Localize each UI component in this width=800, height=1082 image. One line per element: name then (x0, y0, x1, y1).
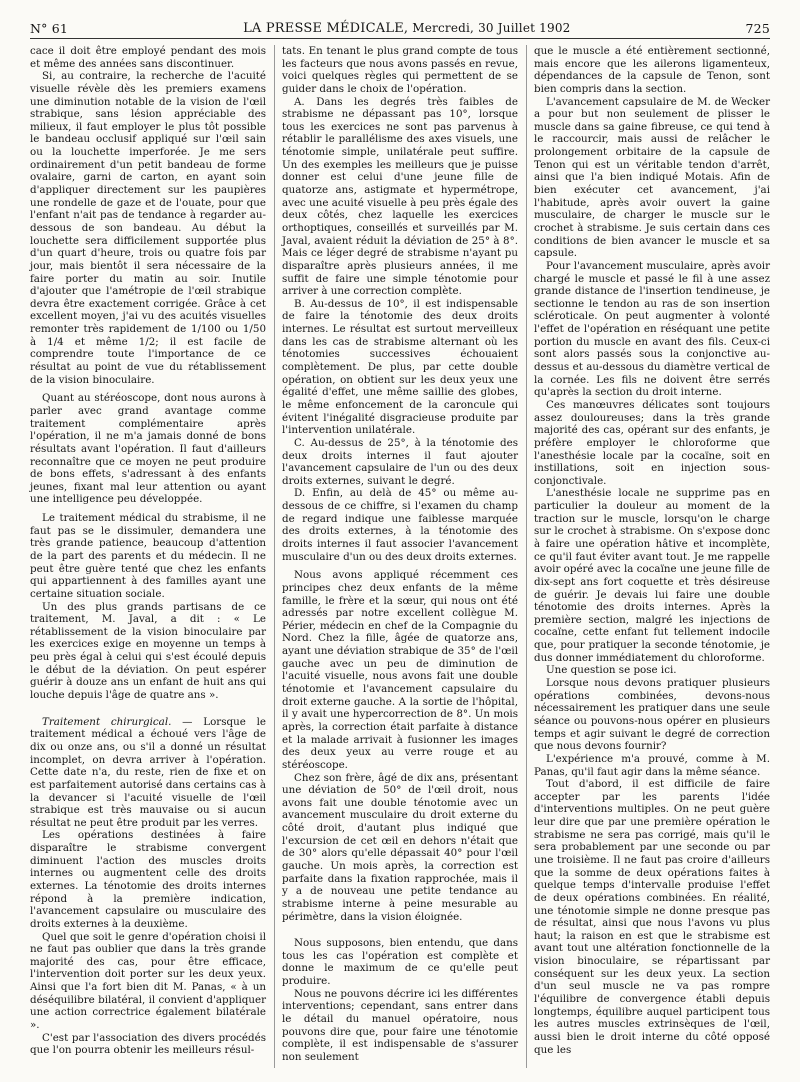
paragraph: cace il doit être employé pendant des mois et même des années sans discontinuer. (30, 45, 266, 70)
journal-title: LA PRESSE MÉDICALE, (243, 21, 409, 36)
issue-date: Mercredi, 30 Juillet 1902 (408, 21, 571, 35)
paragraph: A. Dans les degrés très faibles de strabisme ne dépassant pas 10°, lorsque tous les exercices ne sont pas parvenus à rétablir le parallélisme des axes visuels, une ténotomie simple, unilatérale peut suffire. Un des exemples les meilleurs que je puisse donner est celui d'une jeune fille de quatorze ans, astigmate et hypermétrope, avec une acuité visuelle à peu près égale des deux côtés, chez laquelle les exercices orthoptiques, conseillés et surveillés par M. Javal, avaient réduit la déviation de 25° à 8°. Mais ce léger degré de strabisme n'ayant pu disparaître après plusieurs années, il me suffit de faire une simple ténotomie pour arriver à une correction complète. (282, 95, 518, 298)
paragraph: C. Au-dessus de 25°, à la ténotomie des deux droits internes il faut ajouter l'avancement capsulaire de l'un ou des deux droits externes, suivant le degré. (282, 436, 518, 487)
paragraph: Pour l'avancement musculaire, après avoir chargé le muscle et passé le fil à une assez grande distance de l'insertion tendineuse, je sectionne le tendon au ras de son insertion scléroticale. On peut augmenter à volonté l'effet de l'opération en réséquant une petite portion du muscle en avant des fils. Ceux-ci sont alors passés sous la conjonctive au-dessus et au-dessous du diamètre vertical de la cornée. Les fils ne doivent être serrés qu'après la section du droit interne. (534, 259, 770, 399)
paragraph: que le muscle a été entièrement sectionné, mais encore que les ailerons ligamenteux, dépendances de la capsule de Tenon, sont bien compris dans la section. (534, 45, 770, 95)
text-column-2 (282, 45, 518, 1064)
paragraph: tats. En tenant le plus grand compte de tous les facteurs que nous avons passés en revue, voici quelques règles qui permettent de se guider dans le choix de l'opération. (282, 45, 518, 95)
column-divider (526, 45, 527, 1068)
paragraph: Nous avons appliqué récemment ces principes chez deux enfants de la même famille, le frère et la sœur, qui nous ont été adressés par notre excellent collègue M. Périer, médecin en chef de la Compagnie du Nord. Chez la fille, âgée de quatorze ans, ayant une déviation strabique de 35° de l'œil gauche avec un peu de diminution de l'acuité visuelle, nous avons fait une double ténotomie et l'avancement capsulaire du droit externe gauche. A la sortie de l'hôpital, il y avait une hypercorrection de 8°. Un mois après, la correction était parfaite à distance et la malade arrivait à fusionner les images des deux yeux au verre rouge et au stéréoscope. (282, 569, 518, 771)
paragraph: Les opérations destinées à faire disparaître le strabisme convergent diminuent l'action des muscles droits internes ou augmentent celle des droits externes. La ténotomie des droits internes répond à la première indication, l'avancement capsulaire ou musculaire des droits externes à la deuxième. (30, 829, 266, 930)
issue-number: N° 61 (30, 21, 69, 36)
paragraph: L'anesthésie locale ne supprime pas en particulier la douleur au moment de la traction sur le muscle, lorsqu'on le charge sur le crochet à strabisme. On s'expose donc à faire une opération hâtive et incomplète, ce qu'il faut éviter avant tout. Je me rappelle avoir opéré avec la cocaïne une jeune fille de dix-sept ans fort coquette et très désireuse de guérir. Je devais lui faire une double ténotomie des droits internes. Après la première section, malgré les injections de cocaïne, cette enfant fut tellement indocile que, pour pratiquer la seconde ténotomie, je dus donner immédiatement du chloroforme. (534, 487, 770, 664)
paragraph: Quel que soit le genre d'opération choisi il ne faut pas oublier que dans la très grande majorité des cas, pour être efficace, l'intervention doit porter sur les deux yeux. Ainsi que l'a fort bien dit M. Panas, « à un déséquilibre bilatéral, il convient d'appliquer une action correctrice également bilatérale ». (30, 930, 266, 1032)
paragraph: Ces manœuvres délicates sont toujours assez douloureuses; dans la très grande majorité des cas, opérant sur des enfants, je préfère employer le chloroforme que l'anesthésie locale par la cocaïne, soit en instillations, soit en injection sous-conjonctivale. (534, 398, 770, 487)
section-text: — Lorsque le traitement médical a échoué vers l'âge de dix ou onze ans, ou s'il a donné un résultat incomplet, on devra arriver à l'opération. Cette date n'a, du reste, rien de fixe et on est parfaitement autorisé dans certains cas à la devancer si l'acuité visuelle de l'œil strabique est très mauvaise ou si aucun résultat ne peut être produit par les verres. (30, 715, 266, 829)
paragraph: Lorsque nous devons pratiquer plusieurs opérations combinées, devons-nous nécessairement les pratiquer dans une seule séance ou pouvons-nous opérer en plusieurs temps et agir suivant le degré de correction que nous devons fournir? (534, 677, 770, 753)
page-number: 725 (745, 21, 770, 36)
column-divider (274, 45, 275, 1068)
paragraph: Un des plus grands partisans de ce traitement, M. Javal, a dit : « Le rétablissement de la vision binoculaire par les exercices exige en moyenne un temps à peu près égal à celui qui s'est écoulé depuis le début de la déviation. On peut espérer guérir à douze ans un enfant de huit ans qui louche depuis l'âge de quatre ans ». (30, 600, 266, 702)
paragraph: C'est par l'association des divers procédés que l'on pourra obtenir les meilleurs résul- (30, 1031, 266, 1057)
paragraph: Tout d'abord, il est difficile de faire accepter par les parents l'idée d'interventions multiples. On ne peut guère leur dire que par une première opération le strabisme ne sera pas corrigé, mais qu'il le sera probablement par une seconde ou par une troisième. Il ne faut pas croire d'ailleurs que la somme de deux opérations faites à quelque temps d'intervalle produise l'effet de deux opérations combinées. En réalité, une ténotomie simple ne donne presque pas de résultat, ainsi que nous l'avons vu plus haut; la raison en est que le strabisme est avant tout une altération fonctionnelle de la vision binoculaire, se répartissant par conséquent sur les deux yeux. La section d'un seul muscle ne va pas rompre l'équilibre de convergence établi depuis longtemps, équilibre auquel participent tous les autres muscles extrinsèques de l'œil, aussi bien le droit interne du côté opposé que les (534, 778, 770, 1056)
text-column-3 (534, 45, 770, 1056)
paragraph: Une question se pose ici. (546, 664, 677, 677)
paragraph: Si, au contraire, la recherche de l'acuité visuelle révèle dès les premiers examens une diminution notable de la vision de l'œil strabique, sans lésion appréciable des milieux, il faut employer le plus tôt possible le bandeau occlusif appliqué sur l'œil sain ou la louchette imperforée. Je me sers ordinairement d'un petit bandeau de forme ovalaire, garni de carton, en ayant soin d'appliquer directement sur les paupières une rondelle de gaze et de l'ouate, pour que l'enfant n'ait pas de tendance à regarder au-dessous de son bandeau. Au début la louchette sera difficilement supportée plus d'un quart d'heure, trois ou quatre fois par jour, mais bientôt il sera nécessaire de la faire porter du matin au soir. Inutile d'ajouter que l'amétropie de l'œil strabique devra être exactement corrigée. Grâce à cet excellent moyen, j'ai vu des acuités visuelles remonter très rapidement de 1/100 ou 1/50 à 1/4 et même 1/2; il est facile de comprendre toute l'importance de ce résultat au point de vue du rétablissement de la vision binoculaire. (30, 70, 266, 386)
header-rule (30, 38, 770, 39)
paragraph: Nous ne pouvons décrire ici les différentes interventions; cependant, sans entrer dans le détail du manuel opératoire, nous pouvons dire que, pour faire une ténotomie complète, il est indispensable de s'assurer non seulement (282, 987, 519, 1063)
paragraph: B. Au-dessus de 10°, il est indispensable de faire la ténotomie des deux droits internes. Le résultat est surtout merveilleux dans les cas de strabisme alternant où les ténotomies successives échouaient complètement. De plus, par cette double opération, on obtient sur les deux yeux une égalité d'effet, une même saillie des globes, le même enfoncement de la caroncule qui évitent l'inégalité disgracieuse produite par l'intervention unilatérale. (282, 297, 518, 437)
paragraph: Quant au stéréoscope, dont nous aurons à parler avec grand avantage comme traitement complémentaire après l'opération, il ne m'a jamais donné de bons résultats avant l'opération. Il faut d'ailleurs reconnaître que ce moyen ne peut produire de bons effets, s'adressant à des enfants jeunes, fixant mal leur attention ou ayant une intelligence peu développée. (30, 392, 266, 506)
paragraph: L'avancement capsulaire de M. de Wecker a pour but non seulement de plisser le muscle dans sa gaine fibreuse, ce qui tend à le raccourcir, mais aussi de relâcher le prolongement orbitaire de la capsule de Tenon qui est un véritable tendon d'arrêt, ainsi que l'a bien indiqué Motais. Afin de bien exécuter cet avancement, j'ai l'habitude, après avoir ouvert la gaine musculaire, de charger le muscle sur le crochet à strabisme. Je suis certain dans ces conditions de bien avancer le muscle et sa capsule. (534, 95, 770, 260)
running-header (30, 16, 770, 36)
section-heading: Traitement chirurgical. (42, 715, 172, 728)
paragraph: D. Enfin, au delà de 45° ou même au-dessous de ce chiffre, si l'examen du champ de regard indique une faiblesse marquée des droits externes, à la ténotomie des droits internes il faut associer l'avancement musculaire d'un ou des deux droits externes. (282, 487, 518, 563)
section-paragraph (30, 716, 266, 830)
paragraph: Nous supposons, bien entendu, que dans tous les cas l'opération est complète et donne le maximum de ce qu'elle peut produire. (282, 937, 518, 988)
text-column-1 (30, 45, 266, 1057)
paragraph: L'expérience m'a prouvé, comme à M. Panas, qu'il faut agir dans la même séance. (534, 752, 770, 778)
journal-title-line (243, 21, 570, 36)
paragraph: Chez son frère, âgé de dix ans, présentant une déviation de 50° de l'œil droit, nous avons fait une double ténotomie avec un avancement musculaire du droit externe du côté droit, d'autant plus indiqué que l'excursion de cet œil en dehors n'était que de 30° alors qu'elle dépassait 40° pour l'œil gauche. Un mois après, la correction est parfaite dans la fixation rapprochée, mais il y a de nouveau une petite tendance au strabisme interne à peine mesurable au périmètre, dans la vision éloignée. (282, 771, 518, 923)
paragraph: Le traitement médical du strabisme, il ne faut pas se le dissimuler, demandera une très grande patience, beaucoup d'attention de la part des parents et du médecin. Il ne peut être guère tenté que chez les enfants qui appartiennent à des familles ayant une certaine situation sociale. (30, 512, 266, 600)
